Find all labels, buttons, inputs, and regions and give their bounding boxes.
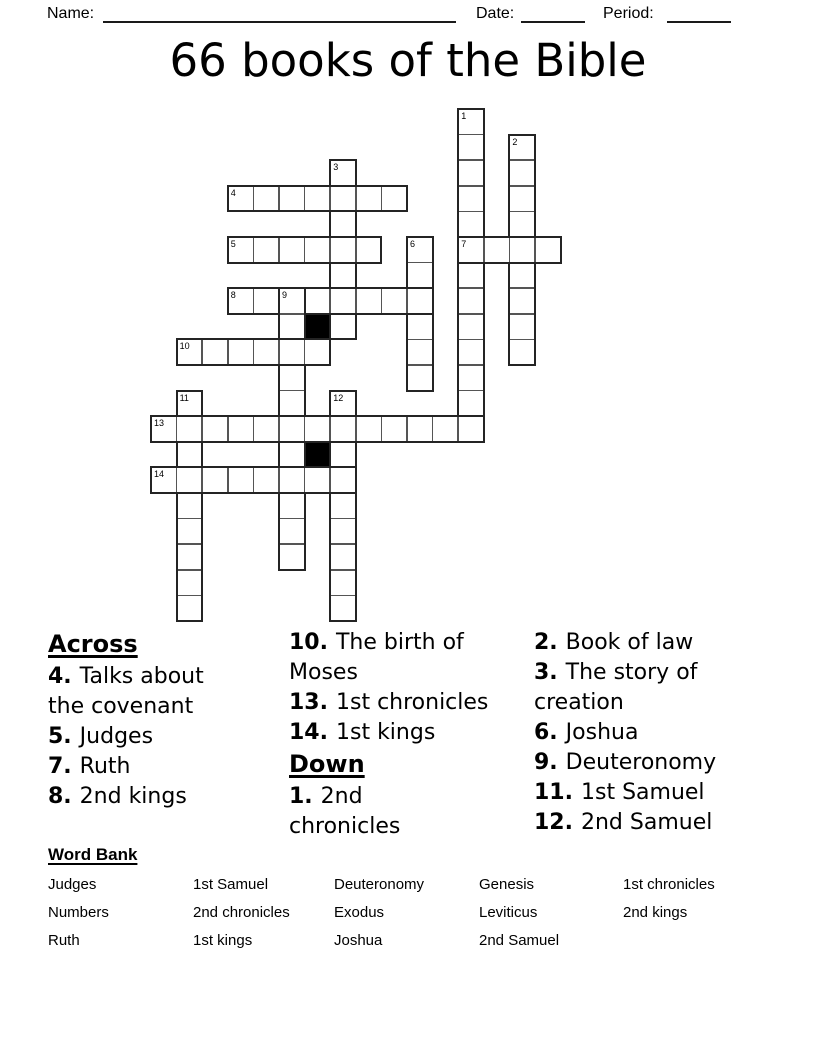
cell-separator — [329, 238, 331, 262]
word-bank-item: 2nd kings — [623, 904, 688, 921]
cell-separator — [280, 518, 304, 520]
word-box-14-across[interactable] — [150, 466, 357, 494]
word-box-1-down[interactable] — [457, 108, 485, 443]
clue-text: 1st chronicles — [335, 690, 489, 715]
clue-text: Judges — [79, 724, 154, 749]
cell-separator — [329, 187, 331, 211]
cell-separator — [329, 289, 331, 313]
cell-separator — [253, 187, 255, 211]
cell-separator — [459, 390, 483, 392]
clue-number: 9. — [534, 750, 558, 775]
cell-separator — [510, 313, 534, 315]
clue-text: 2nd Samuel — [580, 810, 713, 835]
cell-number: 6 — [410, 239, 416, 249]
clue-number: 14. — [289, 720, 328, 745]
cell-separator — [227, 340, 229, 364]
cell-separator — [406, 417, 408, 441]
word-bank-heading: Word Bank — [48, 845, 138, 864]
cell-separator — [201, 417, 203, 441]
clue-item — [48, 722, 283, 752]
cell-number: 7 — [461, 239, 467, 249]
cell-separator — [304, 417, 306, 441]
word-box-7-across[interactable] — [457, 236, 561, 264]
clue-number: 12. — [534, 810, 573, 835]
word-bank-item: 2nd chronicles — [193, 904, 290, 921]
word-bank-item: 2nd Samuel — [479, 932, 560, 949]
word-bank-item: 1st kings — [193, 932, 253, 949]
word-box-4-across[interactable] — [227, 185, 408, 213]
clue-text: Deuteronomy — [565, 750, 717, 775]
word-box-13-across[interactable] — [150, 415, 485, 443]
cell-separator — [432, 417, 434, 441]
clue-item — [534, 658, 804, 718]
cell-separator — [329, 417, 331, 441]
cell-separator — [278, 187, 280, 211]
clue-item — [48, 752, 283, 782]
clues-column-3 — [534, 628, 804, 838]
cell-separator — [534, 238, 536, 262]
cell-number: 14 — [154, 469, 165, 480]
word-box-10-across[interactable] — [176, 338, 332, 366]
heading-text: Across — [48, 630, 138, 658]
clue-text: The birth of — [335, 630, 464, 655]
cell-separator — [510, 211, 534, 213]
crossword-grid — [150, 108, 563, 623]
cell-separator — [457, 417, 459, 441]
clue-item — [289, 688, 529, 718]
clue-number: 7. — [48, 754, 72, 779]
clue-item — [534, 748, 804, 778]
cell-separator — [278, 238, 280, 262]
cell-separator — [459, 185, 483, 187]
cell-separator — [408, 262, 432, 264]
date-blank-line — [521, 3, 585, 23]
cell-separator — [459, 364, 483, 366]
clue-item — [534, 808, 804, 838]
cell-separator — [304, 340, 306, 364]
cell-separator — [459, 134, 483, 136]
clue-number: 3. — [534, 660, 558, 685]
cell-separator — [178, 543, 202, 545]
cell-separator — [280, 313, 304, 315]
clues-column-1 — [48, 628, 283, 812]
cell-separator — [227, 468, 229, 492]
cell-separator — [355, 289, 357, 313]
cell-separator — [483, 238, 485, 262]
cell-separator — [408, 339, 432, 341]
cell-separator — [304, 468, 306, 492]
cell-separator — [408, 364, 432, 366]
clue-text: Talks about — [79, 664, 204, 689]
cell-number: 12 — [333, 392, 344, 403]
word-bank-item: Genesis — [479, 876, 535, 893]
cell-separator — [509, 238, 511, 262]
clue-text: Book of law — [565, 630, 694, 655]
cell-separator — [381, 187, 383, 211]
word-bank-item: Judges — [48, 876, 97, 893]
black-cell — [304, 441, 332, 469]
clue-text: Ruth — [79, 754, 131, 779]
cell-separator — [355, 238, 357, 262]
cell-separator — [176, 468, 178, 492]
clue-text: 1st kings — [335, 720, 436, 745]
clue-text: The story of — [565, 660, 698, 685]
cell-separator — [253, 289, 255, 313]
cell-separator — [176, 417, 178, 441]
clue-item — [534, 628, 804, 658]
clue-number: 5. — [48, 724, 72, 749]
clue-text: creation — [534, 690, 624, 715]
cell-separator — [459, 287, 483, 289]
clue-text: the covenant — [48, 694, 194, 719]
cell-separator — [253, 340, 255, 364]
clue-text: 2nd — [320, 784, 363, 809]
cell-separator — [304, 238, 306, 262]
cell-separator — [355, 187, 357, 211]
clue-text: Joshua — [565, 720, 639, 745]
cell-separator — [227, 417, 229, 441]
word-bank-empty — [623, 927, 778, 955]
page-title: 66 books of the Bible — [169, 34, 647, 87]
cell-separator — [278, 417, 280, 441]
cell-number: 5 — [230, 239, 236, 249]
cell-separator — [253, 238, 255, 262]
cell-number: 8 — [230, 290, 236, 301]
clue-text: 2nd kings — [79, 784, 187, 809]
clue-number: 11. — [534, 780, 573, 805]
clue-number: 6. — [534, 720, 558, 745]
clue-item — [534, 718, 804, 748]
cell-number: 2 — [512, 136, 518, 147]
down-heading — [289, 748, 529, 781]
clue-text: 1st Samuel — [580, 780, 705, 805]
word-bank-item: Numbers — [48, 904, 109, 921]
clues-column-2 — [289, 628, 529, 842]
period-blank-line — [667, 3, 731, 23]
cell-separator — [459, 313, 483, 315]
across-heading — [48, 628, 283, 661]
clue-item — [48, 782, 283, 812]
cell-separator — [201, 340, 203, 364]
cell-separator — [278, 340, 280, 364]
cell-separator — [510, 339, 534, 341]
word-bank-item: Leviticus — [479, 904, 538, 921]
black-cell — [304, 313, 332, 341]
cell-separator — [459, 159, 483, 161]
name-blank-line — [103, 3, 456, 23]
cell-separator — [201, 468, 203, 492]
clue-number: 2. — [534, 630, 558, 655]
cell-separator — [178, 518, 202, 520]
cell-separator — [459, 339, 483, 341]
cell-separator — [178, 595, 202, 597]
cell-number: 4 — [230, 187, 236, 198]
cell-number: 1 — [461, 111, 467, 121]
cell-separator — [510, 185, 534, 187]
cell-separator — [331, 543, 355, 545]
cell-number: 9 — [282, 290, 288, 301]
cell-separator — [381, 417, 383, 441]
clue-item — [534, 778, 804, 808]
clue-number: 1. — [289, 784, 313, 809]
clue-number: 10. — [289, 630, 328, 655]
clue-number: 4. — [48, 664, 72, 689]
word-bank-grid — [48, 871, 778, 955]
cell-separator — [280, 543, 304, 545]
cell-separator — [331, 518, 355, 520]
clue-item — [289, 718, 529, 748]
clue-item — [48, 662, 283, 722]
date-label: Date: — [476, 5, 515, 22]
cell-separator — [280, 390, 304, 392]
cell-number: 11 — [179, 392, 189, 403]
clue-item — [289, 782, 529, 842]
period-label: Period: — [603, 5, 654, 22]
word-bank-item: 1st chronicles — [623, 876, 715, 893]
word-bank-item: 1st Samuel — [193, 876, 269, 893]
cell-separator — [510, 287, 534, 289]
word-bank-item: Joshua — [334, 932, 383, 949]
word-bank-item: Deuteronomy — [334, 876, 425, 893]
word-bank-item: Exodus — [334, 904, 385, 921]
cell-separator — [406, 289, 408, 313]
cell-number: 3 — [333, 162, 339, 173]
cell-separator — [304, 187, 306, 211]
cell-separator — [329, 468, 331, 492]
clue-number: 13. — [289, 690, 328, 715]
cell-separator — [178, 569, 202, 571]
clue-text: Moses — [289, 660, 358, 685]
cell-separator — [253, 468, 255, 492]
clue-number: 8. — [48, 784, 72, 809]
cell-separator — [510, 159, 534, 161]
clue-item — [289, 628, 529, 688]
cell-separator — [331, 595, 355, 597]
word-box-5-across[interactable] — [227, 236, 383, 264]
clue-text: chronicles — [289, 814, 401, 839]
cell-separator — [355, 417, 357, 441]
cell-number: 13 — [154, 418, 165, 429]
cell-separator — [278, 468, 280, 492]
cell-separator — [331, 569, 355, 571]
word-box-8-across[interactable] — [227, 287, 434, 315]
cell-separator — [381, 289, 383, 313]
name-label: Name: — [47, 5, 95, 22]
cell-separator — [459, 211, 483, 213]
cell-separator — [253, 417, 255, 441]
word-bank-item: Ruth — [48, 932, 80, 949]
heading-text: Down — [289, 750, 365, 778]
cell-number: 10 — [179, 341, 190, 352]
